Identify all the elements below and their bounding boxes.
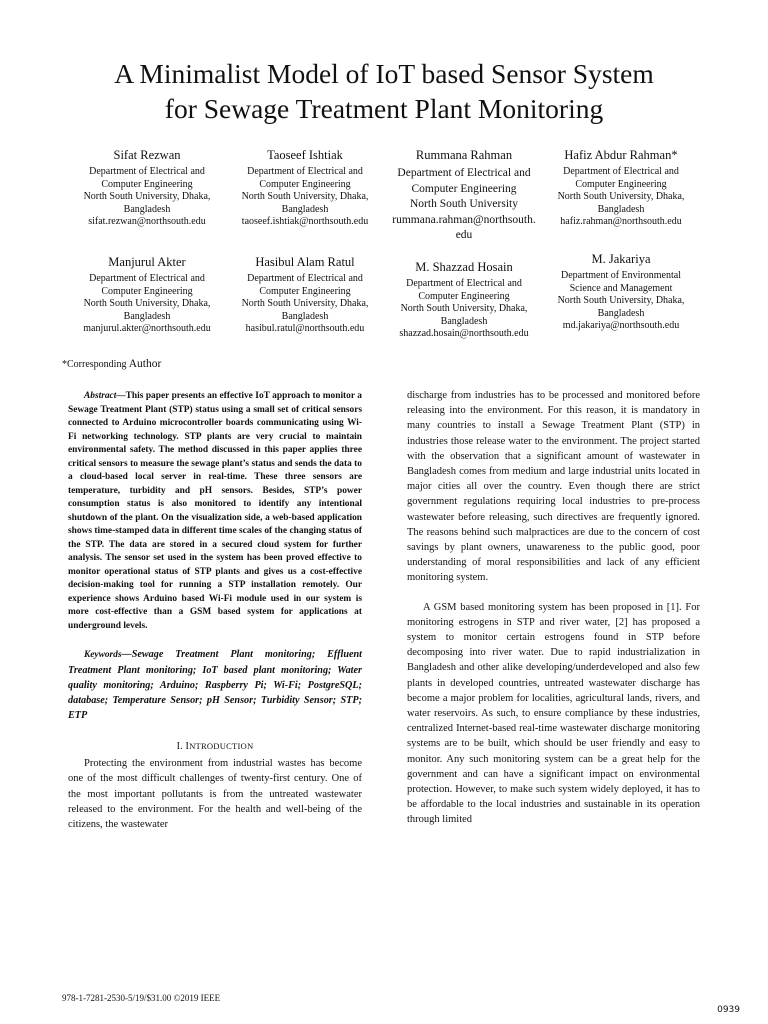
author-affiliation: Computer Engineering bbox=[259, 178, 351, 190]
author-block bbox=[547, 147, 695, 229]
author-affiliation: Computer Engineering bbox=[101, 285, 193, 297]
author-affiliation: Department of Electrical and bbox=[247, 166, 363, 177]
corresponding-author-note bbox=[62, 358, 161, 370]
author-affiliation: Computer Engineering bbox=[575, 178, 667, 190]
author-affiliation: Science and Management bbox=[569, 282, 673, 294]
body-paragraph: discharge from industries has to be processed and monitored before releasing into the environment. For this reason, it is mandatory in many countries to install a Sewage Treatment Plant (STP) in industries those release water to the environment. The project started with the observation that a significant amount of wastewater in Bangladesh comes from medium and large industrial units located in major cities all over the country. Even though there are strict government regulations requiring local industries to pre-process wastewater before releasing, such directives are frequently ignored. The reasons behind such malpractices are due to the concern of cost savings by plant owners, unawareness to the public good, poor understanding of moral responsibilities and lack of any efficient monitoring system. bbox=[407, 390, 700, 584]
author-name: Rummana Rahman bbox=[415, 148, 513, 162]
author-email: taoseef.ishtiak@northsouth.edu bbox=[241, 216, 369, 228]
author-affiliation: Department of Environmental bbox=[561, 270, 681, 281]
author-email: md.jakariya@northsouth.edu bbox=[562, 320, 680, 332]
author-affiliation: Bangladesh bbox=[597, 203, 645, 215]
author-affiliation: Department of Electrical and bbox=[406, 278, 522, 289]
author-affiliation: Bangladesh bbox=[123, 310, 171, 322]
abstract bbox=[68, 390, 362, 633]
left-column bbox=[68, 390, 362, 832]
corresponding-rest: Author bbox=[126, 358, 162, 370]
author-email: edu bbox=[455, 229, 473, 241]
intro-paragraph: Protecting the environment from industrial wastes has become one of the most difficult challenges of twenty-first century. One of the most important pollutants is from the untreated wastewater released to the environment. For the health and well-being of the citizens, the wastewater bbox=[68, 758, 362, 831]
author-email: rummana.rahman@northsouth. bbox=[392, 213, 536, 226]
author-name: Hafiz Abdur Rahman* bbox=[564, 148, 678, 162]
author-affiliation: North South University, Dhaka, bbox=[241, 298, 369, 310]
author-name: Sifat Rezwan bbox=[113, 148, 181, 162]
author-name: Taoseef Ishtiak bbox=[267, 148, 343, 162]
title-line-1: A Minimalist Model of IoT based Sensor System bbox=[114, 58, 654, 89]
author-affiliation: Department of Electrical and bbox=[89, 166, 205, 177]
copyright-footer: 978-1-7281-2530-5/19/$31.00 ©2019 IEEE bbox=[62, 993, 221, 1003]
section-numeral: I. I bbox=[176, 741, 190, 752]
section-heading bbox=[68, 739, 362, 754]
keywords-label: Keywords bbox=[84, 650, 122, 660]
corresponding-label: Corresponding bbox=[67, 359, 127, 370]
author-affiliation: Department of Electrical and bbox=[563, 166, 679, 177]
corresponding-star: * bbox=[62, 359, 67, 370]
author-affiliation: Department of Electrical and bbox=[89, 273, 205, 284]
author-affiliation: North South University, Dhaka, bbox=[557, 295, 685, 307]
abstract-text: —This paper presents an effective IoT approach to monitor a Sewage Treatment Plant (STP) status using a small set of critical sensors connected to Arduino microcontroller boards communicating using Wi-Fi networking technology. STP plants are very crucial to maintain environmental safety. The method discussed in this paper applies three critical sensors to measure the sewage plant’s status and sends the data to a cloud-based local server in real-time. These three sensors are temperature, turbidity and pH sensors. Besides, STP’s power consumption status is also monitored to identify any intentional shutdown of the plant. On the visualization side, a web-based application shows time-stamped data in different time scales of the changing status of the STP. The data are stored in a secured cloud system for further analysis. The sensor set used in the system has been proved effective to monitor operational status of STP plants and gives us a cost-effective decision-making tool for running a STP installation remotely. Our experience shows Arduino based Wi-Fi module used in our system is more cost-effective than a GSM based system for applications at underground levels. bbox=[68, 391, 362, 631]
author-name: Hasibul Alam Ratul bbox=[255, 255, 355, 269]
body-paragraph: A GSM based monitoring system has been proposed in [1]. For monitoring estrogens in STP and river water, [2] has proposed a system to monitor certain estrogens found in STP before decomposing into river water. Due to rapid industrialization in Bangladesh and other alike developing/underdeveloped and also few plants in developed countries, untreated wastewater discharge has become a major problem for localities, agricultural lands, rivers, and water reservoirs. As such, to ensure compliance by these industries, centralized Internet-based real-time wastewater discharge monitoring systems are to be built, which should be user friendly and easy to monitor. Any such monitoring system can be a great help for the government and can have a significant impact on environmental protection. However, to make such system widely deployed, it has to be affordable to the local industries and sustainable in its operation through limited bbox=[407, 601, 700, 826]
author-affiliation: Computer Engineering bbox=[418, 290, 510, 302]
author-block bbox=[229, 254, 381, 336]
author-affiliation: Computer Engineering bbox=[259, 285, 351, 297]
author-affiliation: Bangladesh bbox=[597, 307, 645, 319]
author-block bbox=[62, 147, 232, 229]
right-column bbox=[407, 388, 700, 828]
author-email: hasibul.ratul@northsouth.edu bbox=[245, 323, 365, 335]
author-block bbox=[547, 251, 695, 333]
author-affiliation: Computer Engineering bbox=[411, 182, 517, 195]
author-affiliation: North South University, Dhaka, bbox=[400, 303, 528, 315]
author-affiliation: Bangladesh bbox=[281, 310, 329, 322]
author-affiliation: Bangladesh bbox=[440, 315, 488, 327]
author-name: M. Shazzad Hosain bbox=[415, 260, 513, 274]
author-affiliation: North South University, Dhaka, bbox=[83, 191, 211, 203]
keywords bbox=[68, 647, 362, 723]
author-email: manjurul.akter@northsouth.edu bbox=[83, 323, 211, 335]
author-affiliation: North South University, Dhaka, bbox=[241, 191, 369, 203]
abstract-label: Abstract bbox=[84, 391, 117, 401]
author-affiliation: Computer Engineering bbox=[101, 178, 193, 190]
author-email: shazzad.hosain@northsouth.edu bbox=[399, 328, 529, 340]
author-block bbox=[62, 254, 232, 336]
author-email: hafiz.rahman@northsouth.edu bbox=[560, 216, 682, 228]
author-affiliation: Bangladesh bbox=[281, 203, 329, 215]
author-block bbox=[229, 147, 381, 229]
author-affiliation: North South University, Dhaka, bbox=[83, 298, 211, 310]
section-title: NTRODUCTION bbox=[189, 741, 254, 751]
author-affiliation: Department of Electrical and bbox=[247, 273, 363, 284]
page-number: 0939 bbox=[717, 1005, 740, 1015]
author-block bbox=[381, 259, 547, 341]
author-affiliation: North South University, Dhaka, bbox=[557, 191, 685, 203]
keywords-text: —Sewage Treatment Plant monitoring; Effluent Treatment Plant monitoring; IoT based plant monitoring; Water quality monitoring; Arduino; Raspberry Pi; Wi-Fi; PostgreSQL; database; Temperature Sensor; pH Sensor; Turbidity Sensor; STP; ETP bbox=[68, 649, 362, 721]
author-affiliation: North South University bbox=[410, 198, 518, 210]
author-email: sifat.rezwan@northsouth.edu bbox=[88, 216, 206, 228]
author-affiliation: Bangladesh bbox=[123, 203, 171, 215]
author-block bbox=[381, 147, 547, 244]
author-name: Manjurul Akter bbox=[108, 255, 186, 269]
paper-title bbox=[40, 56, 728, 126]
author-affiliation: Department of Electrical and bbox=[397, 167, 531, 179]
author-name: M. Jakariya bbox=[591, 252, 651, 266]
title-line-2: for Sewage Treatment Plant Monitoring bbox=[164, 93, 604, 124]
